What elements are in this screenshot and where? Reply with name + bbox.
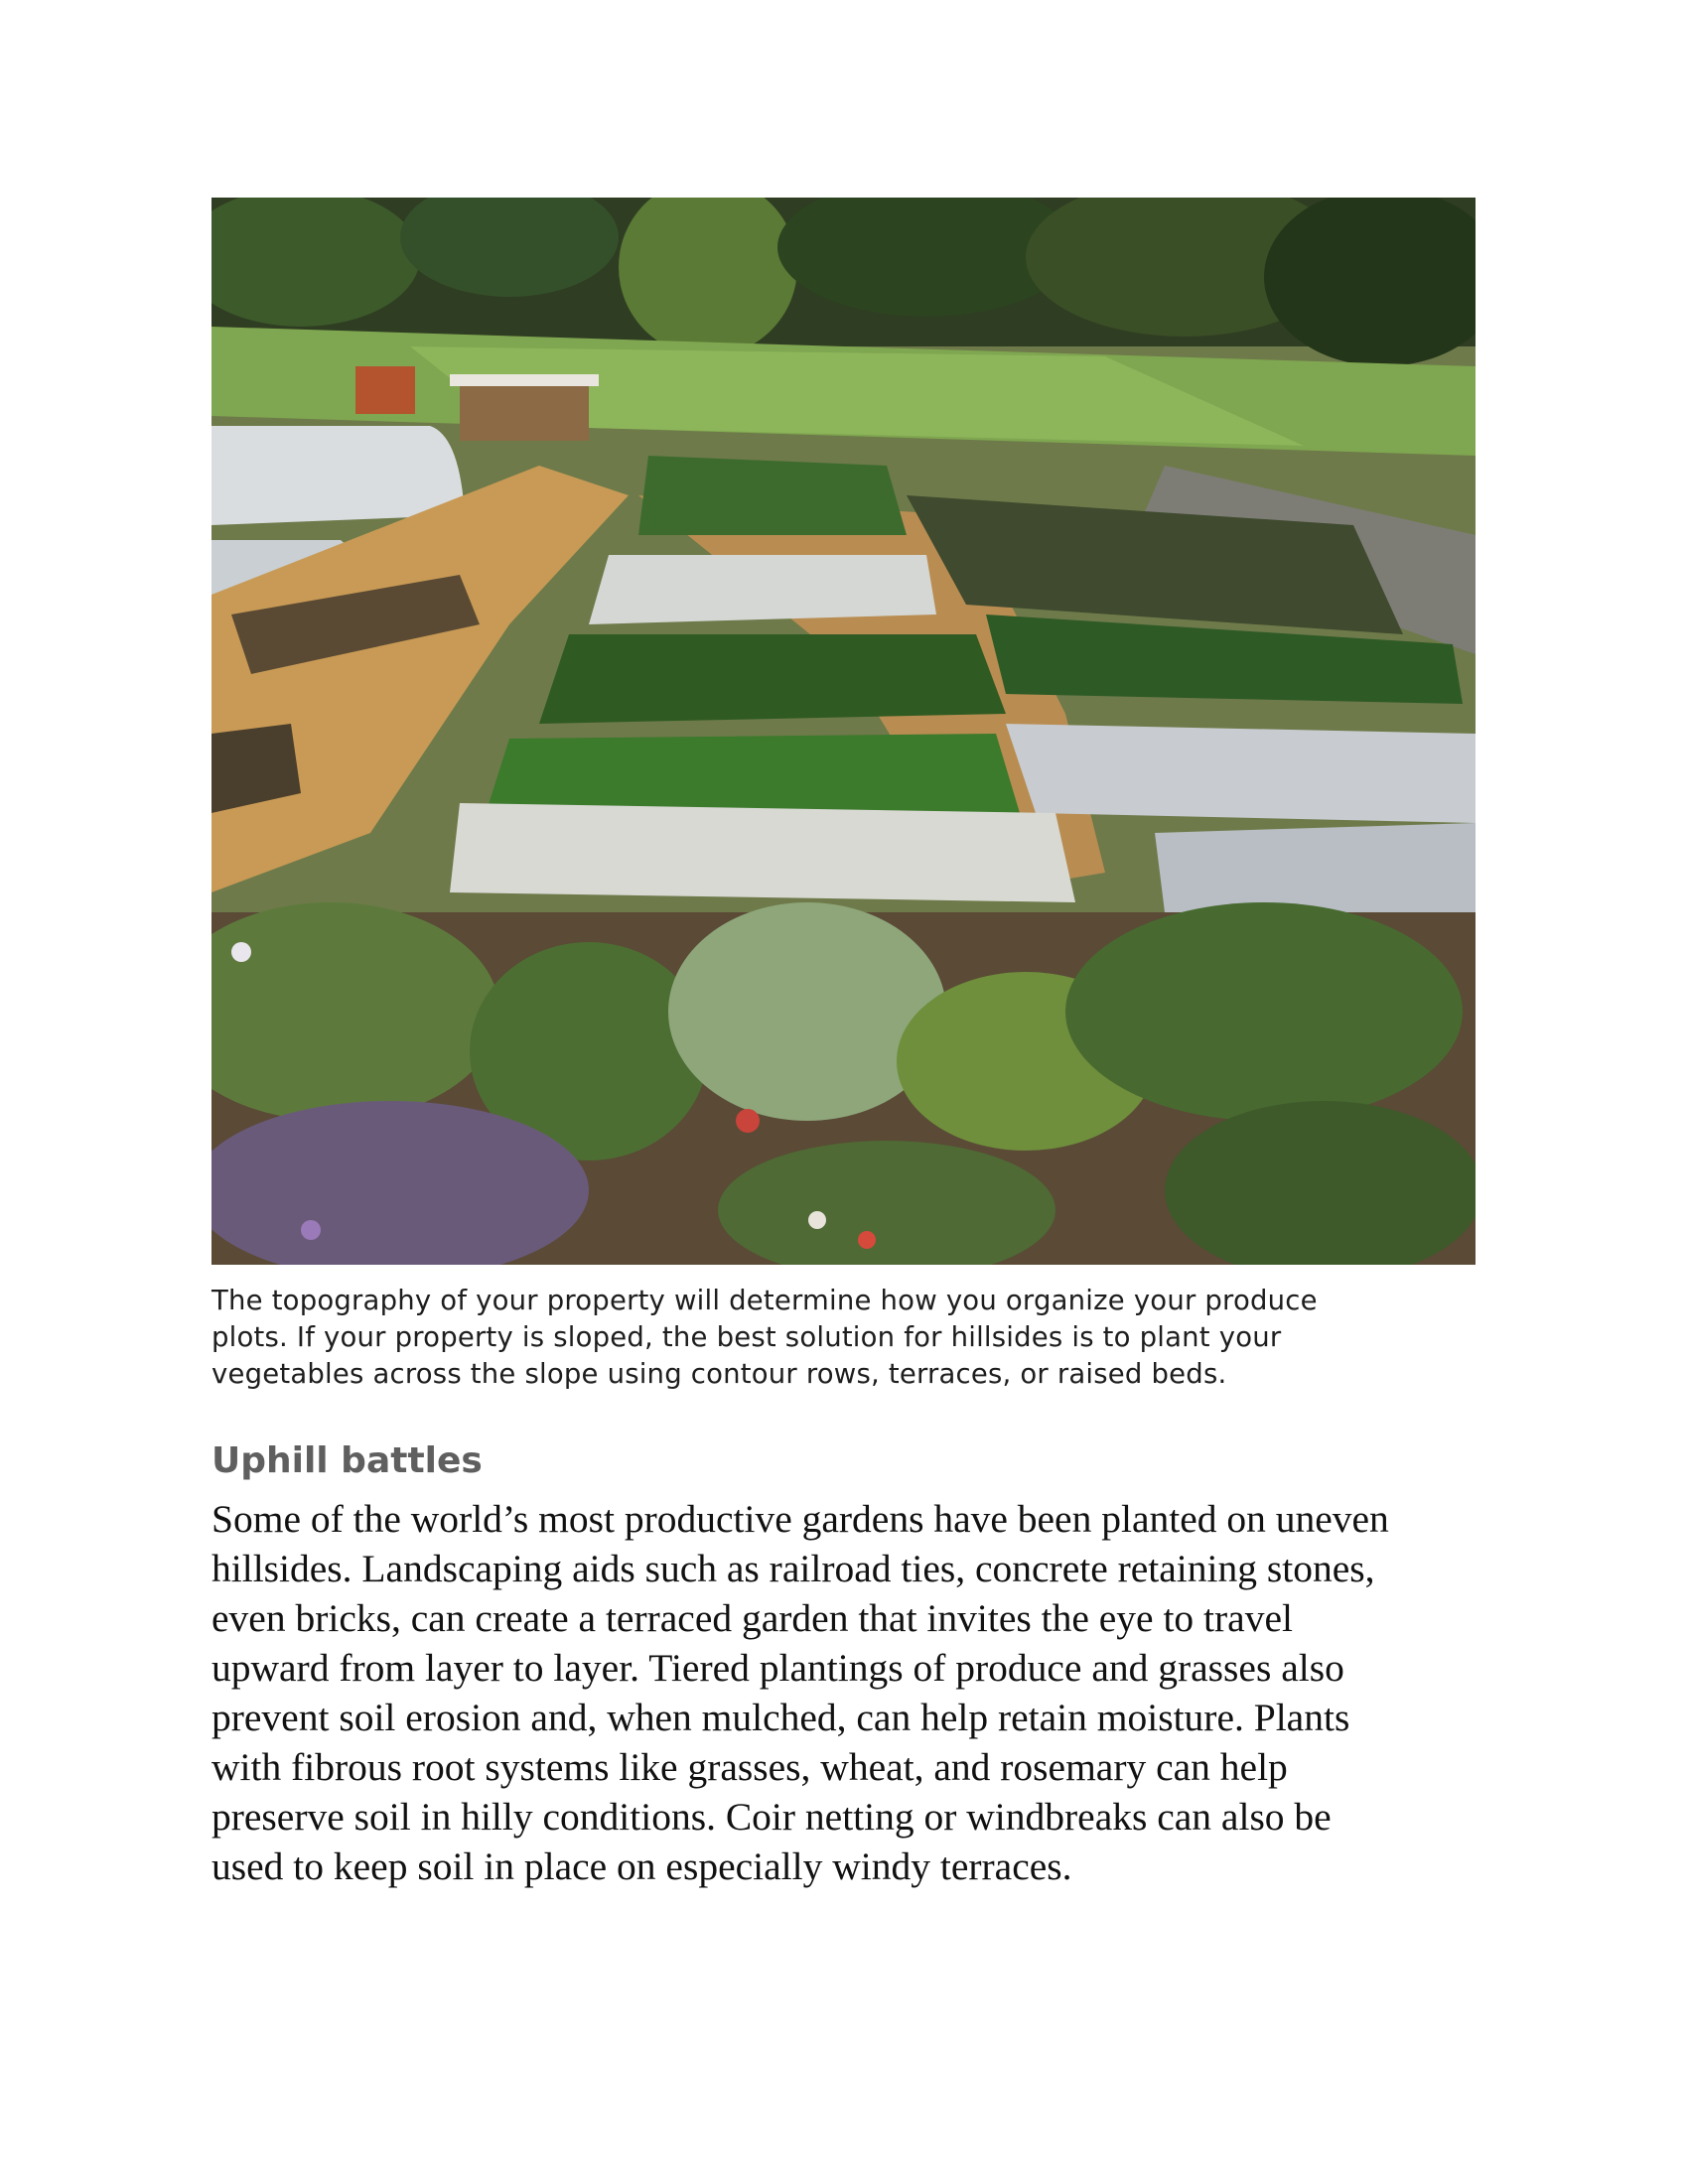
body-line: with fibrous root systems like grasses, wheat, and rosemary can help (211, 1745, 1288, 1789)
body-line: upward from layer to layer. Tiered plantings of produce and grasses also (211, 1646, 1344, 1690)
body-line: prevent soil erosion and, when mulched, can help retain moisture. Plants (211, 1696, 1350, 1739)
section-body (211, 1494, 1502, 1891)
caption-line: The topography of your property will determine how you organize your produce (211, 1285, 1318, 1316)
body-line: preserve soil in hilly conditions. Coir netting or windbreaks can also be (211, 1795, 1332, 1839)
section-heading: Uphill battles (211, 1440, 483, 1481)
body-line: Some of the world’s most productive gardens have been planted on uneven (211, 1497, 1389, 1541)
body-line: used to keep soil in place on especially windy terraces. (211, 1844, 1072, 1888)
figure-caption (211, 1283, 1492, 1393)
body-line: hillsides. Landscaping aids such as railroad ties, concrete retaining stones, (211, 1547, 1375, 1590)
caption-line: plots. If your property is sloped, the best solution for hillsides is to plant your (211, 1321, 1282, 1353)
caption-line: vegetables across the slope using contour rows, terraces, or raised beds. (211, 1358, 1227, 1390)
body-line: even bricks, can create a terraced garden that invites the eye to travel (211, 1596, 1293, 1640)
terraced-garden-photo (211, 198, 1476, 1265)
